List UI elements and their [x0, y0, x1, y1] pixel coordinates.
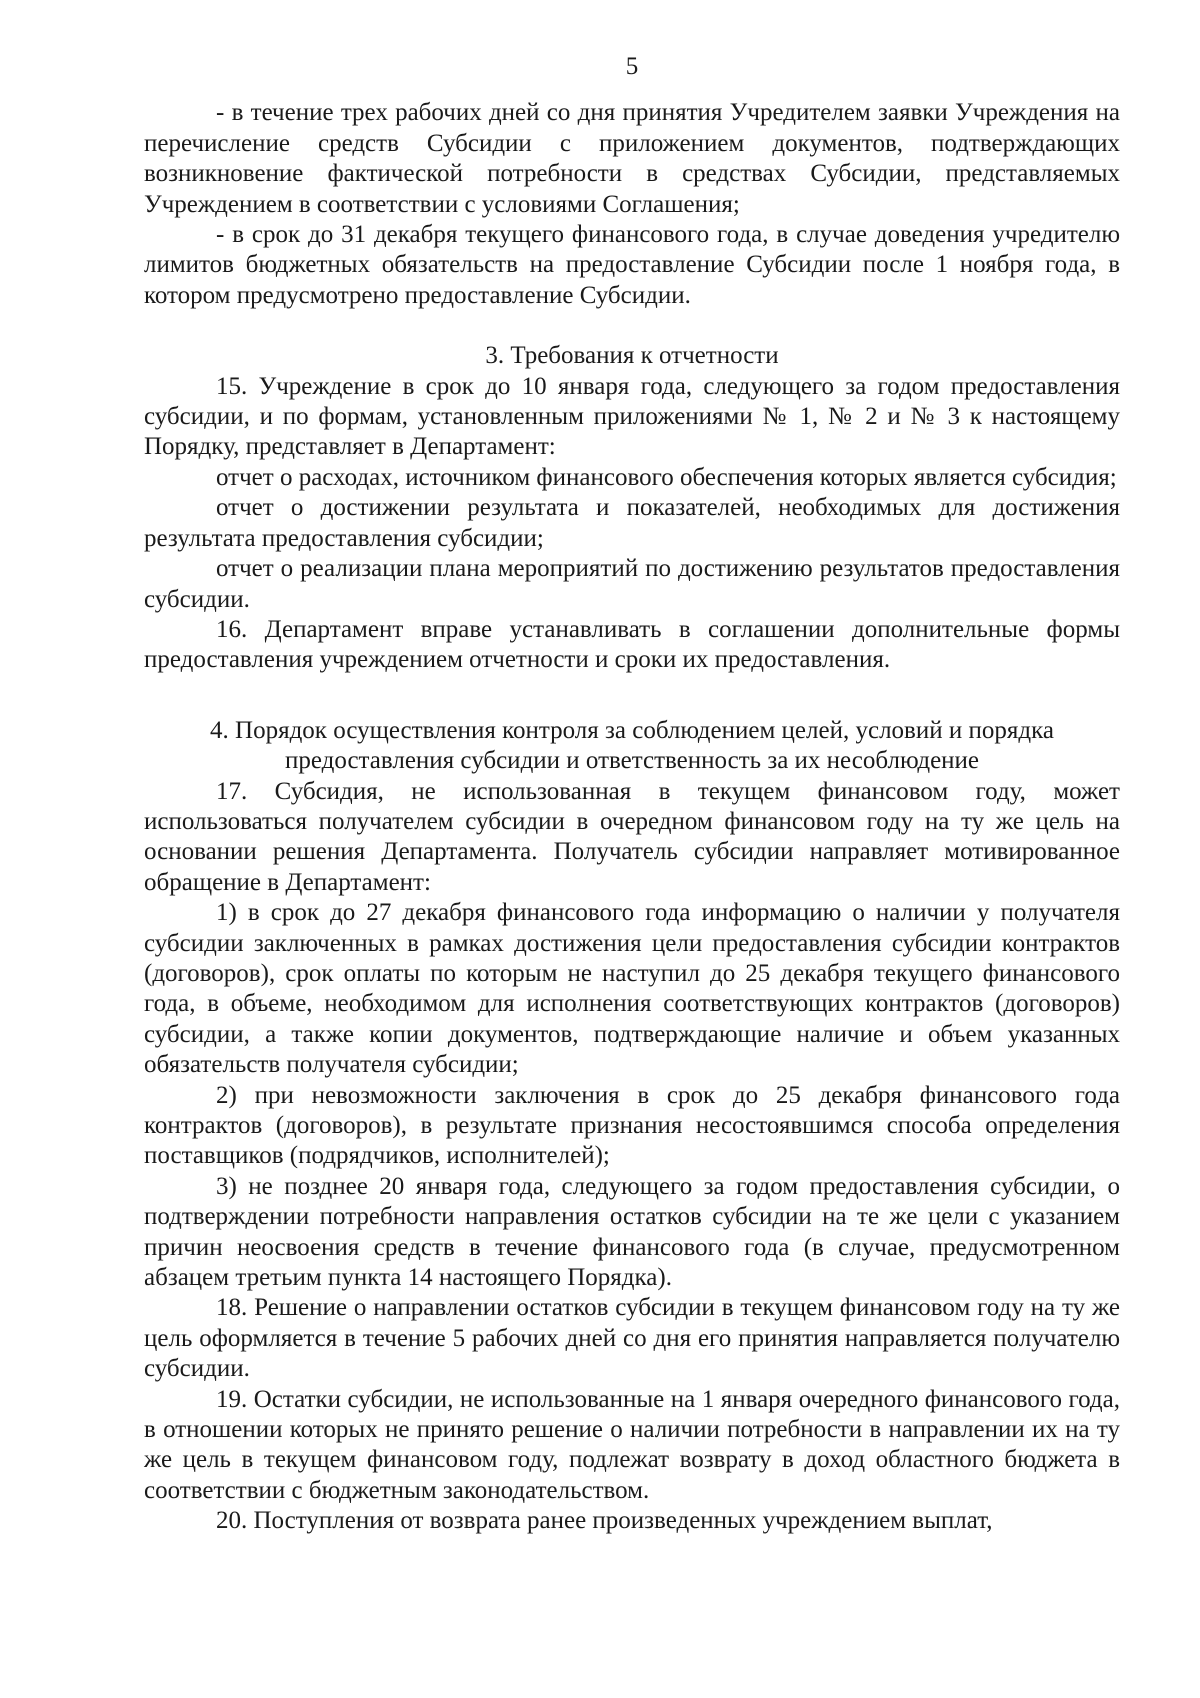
paragraph-report-plan: отчет о реализации плана мероприятий по достижению результатов предоставления субсидии. [144, 555, 1120, 613]
paragraph-17-item-3: 3) не позднее 20 января года, следующего за годом предоставления субсидии, о подтверждении потребности направления остатков субсидии на те же цели с указанием причин неосвоения средств в течение финансового года (в случае, предусмотренном абзацем третьим пункта 14 настоящего Порядка). [144, 1172, 1120, 1292]
paragraph-deadline-december: - в срок до 31 декабря текущего финансового года, в случае доведения учредителю лимитов бюджетных обязательств на предоставление Субсидии после 1 ноября года, в котором предусмотрено предоставление Субсидии. [144, 221, 1120, 309]
paragraph-report-expenses: отчет о расходах, источником финансового обеспечения которых является субсидия; [216, 463, 1117, 491]
paragraph-16: 16. Департамент вправе устанавливать в соглашении дополнительные формы предоставления учреждением отчетности и сроки их предоставления. [144, 615, 1120, 674]
section-4-heading-line-2: предоставления субсидии и ответственность за их несоблюдение [284, 747, 980, 775]
paragraph-deadline-three-days: - в течение трех рабочих дней со дня принятия Учредителем заявки Учреждения на перечисление средств Субсидии с приложением документов, подтверждающих возникновение фактической потребности в средствах Субсидии, представляемых Учреждением в соответствии с условиями Соглашения; [144, 99, 1120, 218]
paragraph-17: 17. Субсидия, не использованная в текущем финансовом году, может использоваться получателем субсидии в очередном финансовом году на ту же цель на основании решения Департамента. Получатель субсидии направляет мотивированное обращение в Департамент: [144, 777, 1120, 896]
paragraph-15: 15. Учреждение в срок до 10 января года, следующего за годом предоставления субсидии, и по формам, установленным приложениями № 1, № 2 и № 3 к настоящему Порядку, представляет в Департамент: [144, 372, 1120, 461]
paragraph-report-results: отчет о достижении результата и показателей, необходимых для достижения результата предоставления субсидии; [144, 494, 1120, 552]
section-3-heading: 3. Требования к отчетности [485, 342, 779, 370]
paragraph-20: 20. Поступления от возврата ранее произведенных учреждением выплат, [216, 1507, 993, 1535]
page-number: 5 [625, 53, 639, 80]
paragraph-17-item-2: 2) при невозможности заключения в срок до 25 декабря финансового года контрактов (договоров), в результате признания несостоявшимся способа определения поставщиков (подрядчиков, исполнителей); [144, 1081, 1120, 1170]
paragraph-17-item-1: 1) в срок до 27 декабря финансового года информацию о наличии у получателя субсидии заключенных в рамках достижения цели предоставления субсидии контрактов (договоров), срок оплаты по которым не наступил до 25 декабря текущего финансового года, в объеме, необходимом для исполнения соответствующих контрактов (договоров) субсидии, а также копии документов, подтверждающие наличие и объем указанных обязательств получателя субсидии; [144, 899, 1120, 1079]
document-page [144, 52, 1120, 1537]
paragraph-18: 18. Решение о направлении остатков субсидии в текущем финансовом году на ту же цель оформляется в течение 5 рабочих дней со дня его принятия направляется получателю субсидии. [144, 1294, 1120, 1383]
section-4-heading-line-1: 4. Порядок осуществления контроля за соблюдением целей, условий и порядка [210, 716, 1054, 744]
paragraph-19: 19. Остатки субсидии, не использованные на 1 января очередного финансового года, в отношении которых не принято решение о наличии потребности в направлении их на ту же цель в текущем финансовом году, подлежат возврату в доход областного бюджета в соответствии с бюджетным законодательством. [144, 1385, 1120, 1504]
